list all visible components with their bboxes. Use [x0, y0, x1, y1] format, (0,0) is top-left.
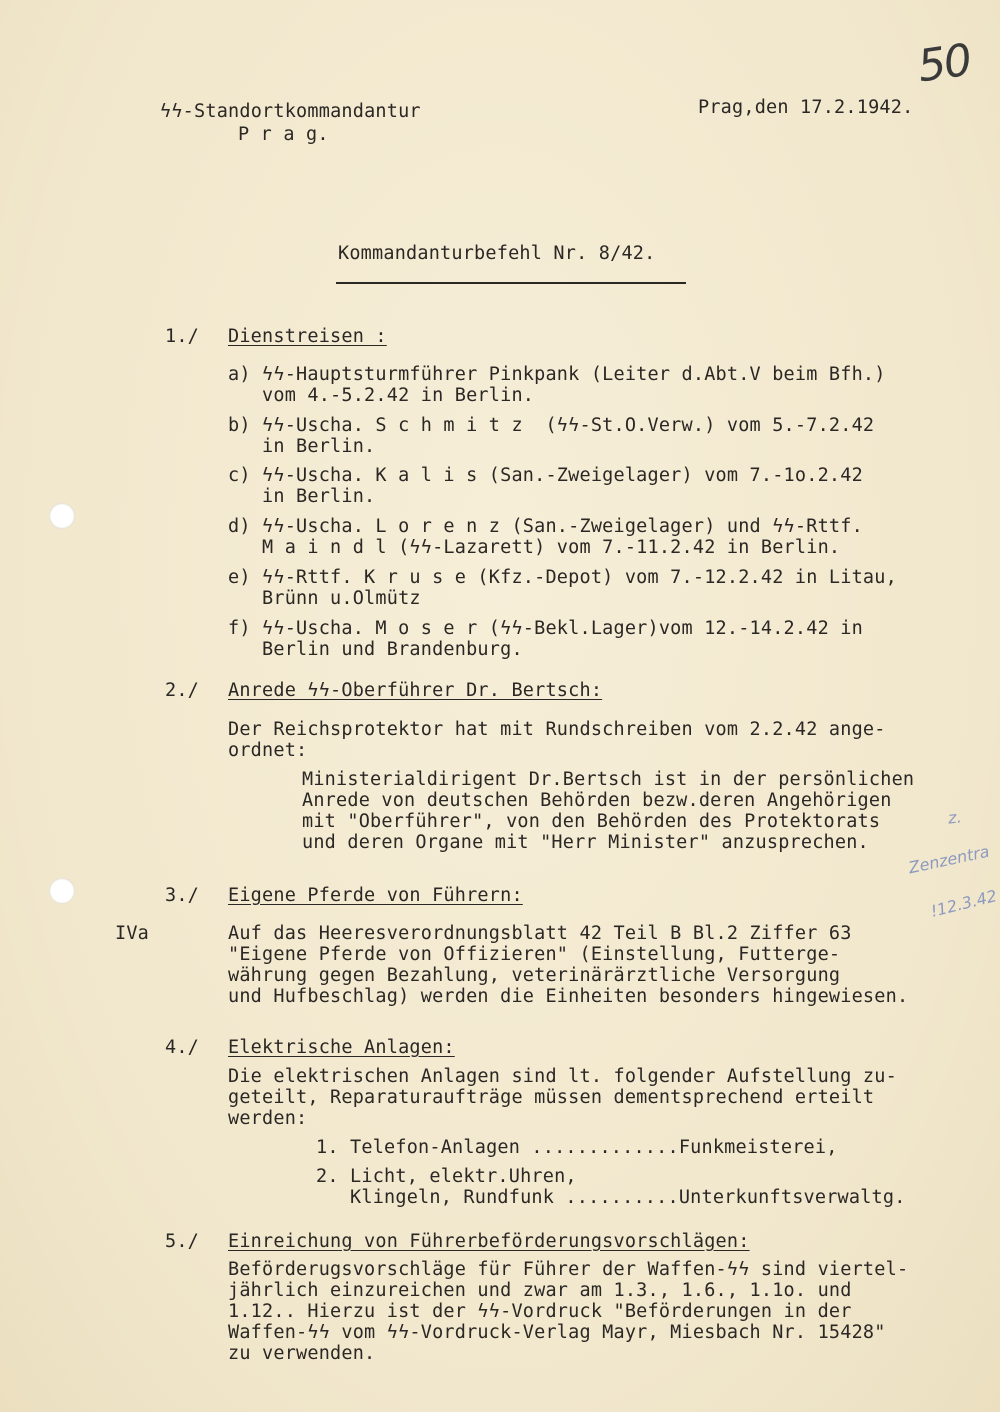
- paragraph-line: ordnet:: [228, 740, 308, 761]
- list-item: vom 4.-5.2.42 in Berlin.: [228, 385, 535, 406]
- section-number: 4./: [165, 1037, 200, 1058]
- section-heading: Anrede ϟϟ-Oberführer Dr. Bertsch:: [228, 680, 603, 701]
- section-heading: Eigene Pferde von Führern:: [228, 885, 523, 906]
- quote-line: mit "Oberführer", von den Behörden des Protektorats: [302, 811, 881, 832]
- paragraph-line: 1.12.. Hierzu ist der ϟϟ-Vordruck "Beförderungen in der: [228, 1301, 852, 1322]
- list-item: Brünn u.Olmütz: [228, 588, 421, 609]
- quote-line: Anrede von deutschen Behörden bezw.deren Angehörigen: [302, 790, 892, 811]
- list-item: b) ϟϟ-Uscha. S c h m i t z (ϟϟ-St.O.Verw.) vom 5.-7.2.42: [228, 415, 875, 436]
- paragraph-line: Beförderugsvorschläge für Führer der Waffen-ϟϟ sind viertel-: [228, 1259, 909, 1280]
- section-number: 3./: [165, 885, 200, 906]
- paragraph-line: währung gegen Bezahlung, veterinärärztliche Versorgung: [228, 965, 841, 986]
- list-item: e) ϟϟ-Rttf. K r u s e (Kfz.-Depot) vom 7.-12.2.42 in Litau,: [228, 567, 897, 588]
- list-item: in Berlin.: [228, 486, 376, 507]
- paragraph-line: Waffen-ϟϟ vom ϟϟ-Vordruck-Verlag Mayr, Miesbach Nr. 15428": [228, 1322, 886, 1343]
- punch-hole: [49, 878, 75, 904]
- list-item: d) ϟϟ-Uscha. L o r e n z (San.-Zweigelager) und ϟϟ-Rttf.: [228, 516, 863, 537]
- document-title: Kommandanturbefehl Nr. 8/42.: [338, 243, 656, 264]
- list-item: Klingeln, Rundfunk ..........Unterkunftsverwaltg.: [316, 1187, 906, 1208]
- pencil-note: Zenzentra: [906, 841, 992, 878]
- title-rule: [336, 282, 686, 284]
- section-heading: Elektrische Anlagen:: [228, 1037, 455, 1058]
- paragraph-line: "Eigene Pferde von Offizieren" (Einstellung, Futterge-: [228, 944, 841, 965]
- pencil-note: z.: [947, 807, 963, 828]
- office-name: ϟϟ-Standortkommandantur: [160, 101, 421, 122]
- section-number: 1./: [165, 326, 200, 347]
- paragraph-line: Auf das Heeresverordnungsblatt 42 Teil B Bl.2 Ziffer 63: [228, 923, 852, 944]
- section-heading: Dienstreisen :: [228, 326, 387, 347]
- list-item: a) ϟϟ-Hauptsturmführer Pinkpank (Leiter d.Abt.V beim Bfh.): [228, 364, 886, 385]
- paragraph-line: geteilt, Reparaturaufträge müssen dementsprechend erteilt: [228, 1087, 875, 1108]
- list-item: 2. Licht, elektr.Uhren,: [316, 1166, 577, 1187]
- page-number: 50: [914, 34, 974, 93]
- section-number: 5./: [165, 1231, 200, 1252]
- list-item: Berlin und Brandenburg.: [228, 639, 523, 660]
- list-item: c) ϟϟ-Uscha. K a l i s (San.-Zweigelager) vom 7.-1o.2.42: [228, 465, 863, 486]
- list-item: f) ϟϟ-Uscha. M o s e r (ϟϟ-Bekl.Lager)vom 12.-14.2.42 in: [228, 618, 863, 639]
- paragraph-line: Die elektrischen Anlagen sind lt. folgender Aufstellung zu-: [228, 1066, 897, 1087]
- document-date: Prag,den 17.2.1942.: [698, 97, 914, 118]
- list-item: M a i n d l (ϟϟ-Lazarett) vom 7.-11.2.42 in Berlin.: [228, 537, 841, 558]
- pencil-note: !12.3.42: [928, 886, 999, 921]
- margin-note: IVa: [115, 923, 150, 944]
- quote-line: und deren Organe mit "Herr Minister" anzusprechen.: [302, 832, 869, 853]
- paragraph-line: werden:: [228, 1108, 308, 1129]
- paragraph-line: und Hufbeschlag) werden die Einheiten besonders hingewiesen.: [228, 986, 909, 1007]
- paragraph-line: Der Reichsprotektor hat mit Rundschreiben vom 2.2.42 ange-: [228, 719, 886, 740]
- quote-line: Ministerialdirigent Dr.Bertsch ist in der persönlichen: [302, 769, 915, 790]
- section-heading: Einreichung von Führerbeförderungsvorschlägen:: [228, 1231, 750, 1252]
- list-item: 1. Telefon-Anlagen .............Funkmeisterei,: [316, 1137, 838, 1158]
- section-number: 2./: [165, 680, 200, 701]
- punch-hole: [49, 503, 75, 529]
- office-city: P r a g.: [238, 124, 329, 145]
- paragraph-line: zu verwenden.: [228, 1343, 376, 1364]
- paragraph-line: jährlich einzureichen und zwar am 1.3., 1.6., 1.1o. und: [228, 1280, 852, 1301]
- list-item: in Berlin.: [228, 436, 376, 457]
